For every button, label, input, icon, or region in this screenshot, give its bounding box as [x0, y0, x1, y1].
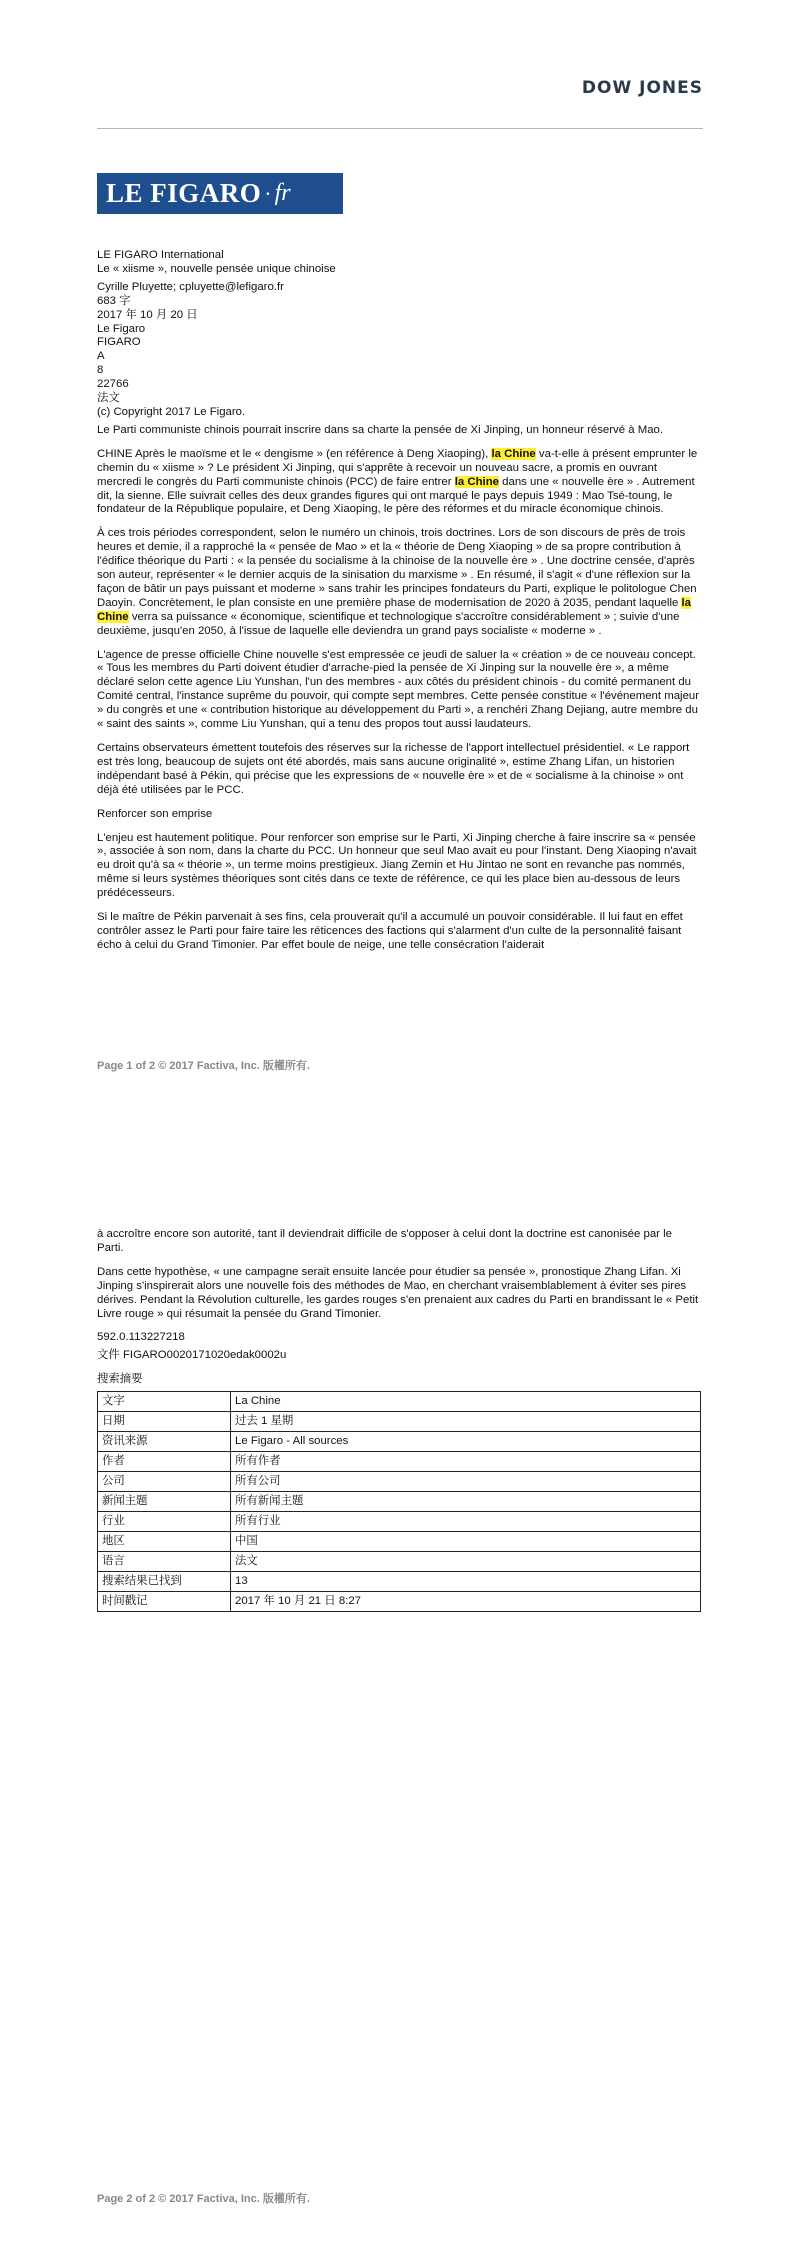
summary-value: 所有作者	[231, 1452, 701, 1472]
summary-key: 时间戳记	[98, 1592, 231, 1612]
issue-number: 22766	[97, 378, 129, 391]
summary-row	[98, 1392, 701, 1412]
summary-key: 地区	[98, 1532, 231, 1552]
summary-value: 所有行业	[231, 1512, 701, 1532]
page-number: 8	[97, 364, 104, 377]
page-2	[0, 1130, 799, 2259]
le-figaro-logo	[97, 173, 343, 214]
article-body-continued	[97, 1228, 701, 1612]
summary-key: 新闻主题	[98, 1492, 231, 1512]
paragraph: CHINE Après le maoïsme et le « dengisme » (en référence à Deng Xiaoping), la Chine va-t-elle à présent emprunter le chemin du « xiisme » ? Le président Xi Jinping, qui s'apprête à recevoir un nouveau sacre, a promis en ouvrant mercredi le congrès du Parti communiste chinois (PCC) de faire entrer la Chine dans une « nouvelle ère » . Autrement dit, la sienne. Elle suivrait celles des deux grandes figures qui ont marqué le pays depuis 1949 : Mao Tsé-toung, le fondateur de la République populaire, et Deng Xiaoping, le père des réformes et du miracle économique chinois.	[97, 447, 698, 516]
summary-key: 行业	[98, 1512, 231, 1532]
summary-row	[98, 1532, 701, 1552]
search-highlight: la Chine	[97, 596, 691, 623]
summary-value: La Chine	[231, 1392, 701, 1412]
author: Cyrille Pluyette; cpluyette@lefigaro.fr	[97, 280, 284, 293]
summary-key: 作者	[98, 1452, 231, 1472]
edition: A	[97, 350, 105, 363]
summary-value: Le Figaro - All sources	[231, 1432, 701, 1452]
summary-value: 所有新闻主题	[231, 1492, 701, 1512]
summary-value: 过去 1 星期	[231, 1412, 701, 1432]
summary-row	[98, 1412, 701, 1432]
paragraph: À ces trois périodes correspondent, selon le numéro un chinois, trois doctrines. Lors de son discours de près de trois heures et demie, il a rapproché la « pensée de Mao » et la « théorie de Deng Xiaoping » de sa propre contribution à l'édifice théorique du Parti : « la pensée du socialisme à la chinoise de la nouvelle ère » . Une doctrine censée, d'après son auteur, représenter « le dernier acquis de la sinisation du marxisme » . En résumé, il s'agit « d'une réflexion sur la façon de bâtir un pays puissant et moderne » sans trahir les principes fondateurs du Parti, explique le politologue Chen Daoyin. Concrètement, le plan consiste en une première phase de modernisation de 2020 à 2035, pendant laquelle la Chine verra sa puissance « économique, scientifique et technologique s'accroître considérablement » ; suivie d'une deuxième, jusqu'en 2050, à l'issue de laquelle elle deviendra un grand pays socialiste « moderne » .	[97, 527, 697, 637]
word-count: 683 字	[97, 294, 131, 307]
summary-value: 2017 年 10 月 21 日 8:27	[231, 1592, 701, 1612]
article-title: Le « xiisme », nouvelle pensée unique chinoise	[97, 262, 336, 275]
search-summary-title: 搜索摘要	[97, 1373, 143, 1386]
paragraph: Certains observateurs émettent toutefois des réserves sur la richesse de l'apport intellectuel présidentiel. « Le rapport est très long, beaucoup de sujets ont été abordés, mais sans aucune originalité », estime Zhang Lifan, un historien indépendant basé à Pékin, qui précise que les expressions de « nouvelle ère » et de « socialisme à la chinoise » ont déjà été utilisées par le PCC.	[97, 742, 690, 796]
paragraph: Dans cette hypothèse, « une campagne serait ensuite lancée pour étudier sa pensée », pronostique Zhang Lifan. Xi Jinping s'inspirerait alors une nouvelle fois des méthodes de Mao, en cherchant vraisemblablement à éviter ses pires dérives. Pendant la Révolution culturelle, les gardes rouges s'en prenaient aux cadres du Parti en brandissant le « Petit Livre rouge » qui résumait la pensée du Grand Timonier.	[97, 1265, 699, 1320]
page-footer: Page 2 of 2 © 2017 Factiva, Inc. 版權所有.	[97, 2193, 310, 2205]
copyright: (c) Copyright 2017 Le Figaro.	[97, 405, 246, 418]
language: 法文	[97, 392, 120, 405]
section-name: LE FIGARO International	[97, 249, 224, 261]
summary-key: 日期	[98, 1412, 231, 1432]
paragraph: L'agence de presse officielle Chine nouvelle s'est empressée ce jeudi de saluer la « création » de ce nouveau concept. « Tous les membres du Parti doivent étudier d'arrache-pied la pensée de Xi Jinping sur la nouvelle ère », a même déclaré selon cette agence Liu Yunshan, l'un des membres - aux côtés du président chinois - du comité permanent du Comité central, l'instance suprême du pouvoir, qui compte sept membres. Cette pensée constitue « l'événement majeur » du congrès et une « contribution historique au développement du Parti », a renchéri Zhang Dejiang, autre membre du « saint des saints », comme Liu Yunshan, qui a tenu des propos tout aussi laudateurs.	[97, 648, 700, 731]
source-name: Le Figaro	[97, 322, 146, 335]
document-id: 文件 FIGARO0020171020edak0002u	[97, 1349, 287, 1362]
summary-key: 语言	[98, 1552, 231, 1572]
article-metadata	[97, 249, 701, 420]
summary-value: 13	[231, 1572, 701, 1592]
search-highlight: la Chine	[454, 475, 499, 488]
paragraph: L'enjeu est hautement politique. Pour renforcer son emprise sur le Parti, Xi Jinping cherche à faire inscrire sa « pensée », associée à son nom, dans la charte du PCC. Un honneur que seul Mao avait eu pour l'instant. Deng Xiaoping n'avait eu droit qu'à sa « théorie », un terme moins prestigieux. Jiang Zemin et Hu Jintao ne sont en revanche pas nommés, même si leurs systèmes théoriques sont cités dans ce texte de référence, ce qui les place bien au-dessous de leurs prédécesseurs.	[97, 831, 697, 900]
subheading: Renforcer son emprise	[97, 807, 213, 820]
paragraph: à accroître encore son autorité, tant il deviendrait difficile de s'opposer à celui dont la doctrine est canonisée par le Parti.	[97, 1228, 672, 1254]
summary-value: 中国	[231, 1532, 701, 1552]
summary-value: 所有公司	[231, 1472, 701, 1492]
summary-row	[98, 1552, 701, 1572]
summary-row	[98, 1572, 701, 1592]
summary-row	[98, 1472, 701, 1492]
summary-key: 资讯来源	[98, 1432, 231, 1452]
summary-row	[98, 1592, 701, 1612]
document-code: 592.0.113227218	[97, 1331, 185, 1344]
publish-date: 2017 年 10 月 20 日	[97, 308, 198, 321]
summary-row	[98, 1432, 701, 1452]
page-footer: Page 1 of 2 © 2017 Factiva, Inc. 版權所有.	[97, 1060, 310, 1072]
summary-value: 法文	[231, 1552, 701, 1572]
source-code: FIGARO	[97, 336, 141, 349]
logo-main: LE FIGARO	[106, 178, 262, 208]
summary-row	[98, 1492, 701, 1512]
search-highlight: la Chine	[491, 447, 536, 460]
header-divider	[97, 128, 703, 129]
summary-key: 文字	[98, 1392, 231, 1412]
lead-paragraph: Le Parti communiste chinois pourrait inscrire dans sa charte la pensée de Xi Jinping, un honneur réservé à Mao.	[97, 423, 664, 436]
summary-row	[98, 1512, 701, 1532]
summary-row	[98, 1452, 701, 1472]
summary-key: 搜索结果已找到	[98, 1572, 231, 1592]
paragraph: Si le maître de Pékin parvenait à ses fins, cela prouverait qu'il a accumulé un pouvoir considérable. Il lui faut en effet contrôler assez le Parti pour faire taire les réticences des factions qui s'alarment d'un culte de la personnalité faisant écho à celui du Grand Timonier. Par effet boule de neige, une telle consécration l'aiderait	[97, 911, 683, 951]
article-body	[97, 249, 701, 953]
logo-suffix: fr	[274, 180, 291, 206]
dow-jones-logo: DOW JONES	[581, 78, 703, 98]
search-summary-table	[97, 1391, 701, 1612]
logo-dot: ·	[264, 180, 272, 206]
summary-key: 公司	[98, 1472, 231, 1492]
